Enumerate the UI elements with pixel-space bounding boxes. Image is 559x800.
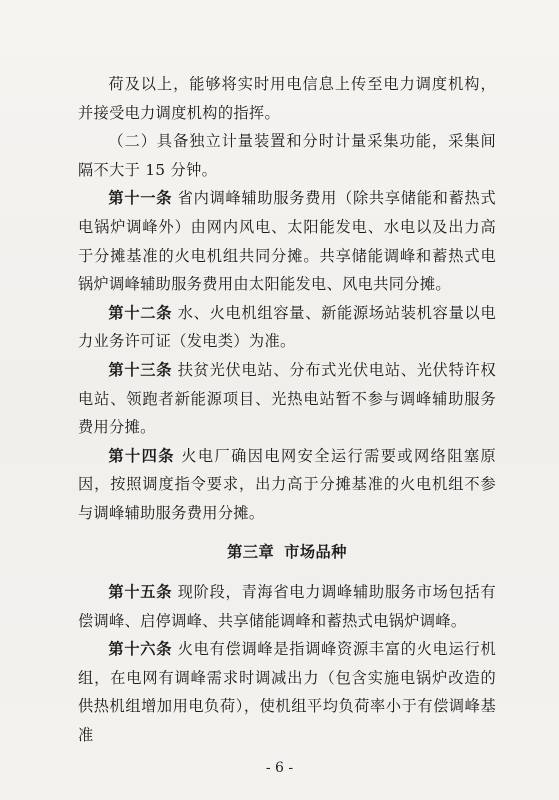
paragraph-continuation (78, 70, 496, 127)
article-number: 第十二条 (108, 303, 173, 322)
chapter-number: 第三章 (227, 542, 275, 561)
paragraph-item-2 (78, 127, 496, 184)
article-13 (78, 356, 496, 442)
article-number: 第十三条 (108, 360, 173, 379)
chapter-heading (78, 538, 496, 567)
paragraph-text: （二）具备独立计量装置和分时计量采集功能，采集间隔不大于 15 分钟。 (78, 132, 496, 179)
page-body (78, 70, 496, 750)
article-16 (78, 635, 496, 749)
article-14 (78, 442, 496, 528)
article-text: 现阶段，青海省电力调峰辅助服务市场包括有偿调峰、启停调峰、共享储能调峰和蓄热式电锅炉调峰。 (78, 583, 497, 630)
article-number: 第十五条 (108, 583, 173, 602)
article-text: 省内调峰辅助服务费用（除共享储能和蓄热式电锅炉调峰外）由网内风电、太阳能发电、水电以及出力高于分摊基准的火电机组共同分摊。共享储能调峰和蓄热式电锅炉调峰辅助服务费用由太阳能发电、风电共同分摊。 (78, 189, 497, 294)
article-text: 水、火电机组容量、新能源场站装机容量以电力业务许可证（发电类）为准。 (78, 303, 497, 351)
article-text: 火电有偿调峰是指调峰资源丰富的火电运行机组，在电网有调峰需求时调减出力（包含实施电锅炉改造的供热机组增加用电负荷），使机组平均负荷率小于有偿调峰基准 (78, 640, 497, 745)
article-11 (78, 184, 496, 298)
article-12 (78, 299, 496, 356)
page-number: - 6 - (265, 760, 294, 776)
article-number: 第十四条 (108, 446, 175, 465)
article-text: 火电厂确因电网安全运行需要或网络阻塞原因，按照调度指令要求，出力高于分摊基准的火电机组不参与调峰辅助服务费用分摊。 (78, 446, 497, 522)
article-number: 第十六条 (108, 640, 173, 659)
article-15 (78, 578, 496, 635)
paragraph-text: 荷及以上，能够将实时用电信息上传至电力调度机构，并接受电力调度机构的指挥。 (78, 75, 496, 122)
chapter-title: 市场品种 (284, 542, 347, 561)
article-number: 第十一条 (108, 189, 173, 208)
article-text: 扶贫光伏电站、分布式光伏电站、光伏特许权电站、领跑者新能源项目、光热电站暂不参与调峰辅助服务费用分摊。 (78, 360, 497, 437)
